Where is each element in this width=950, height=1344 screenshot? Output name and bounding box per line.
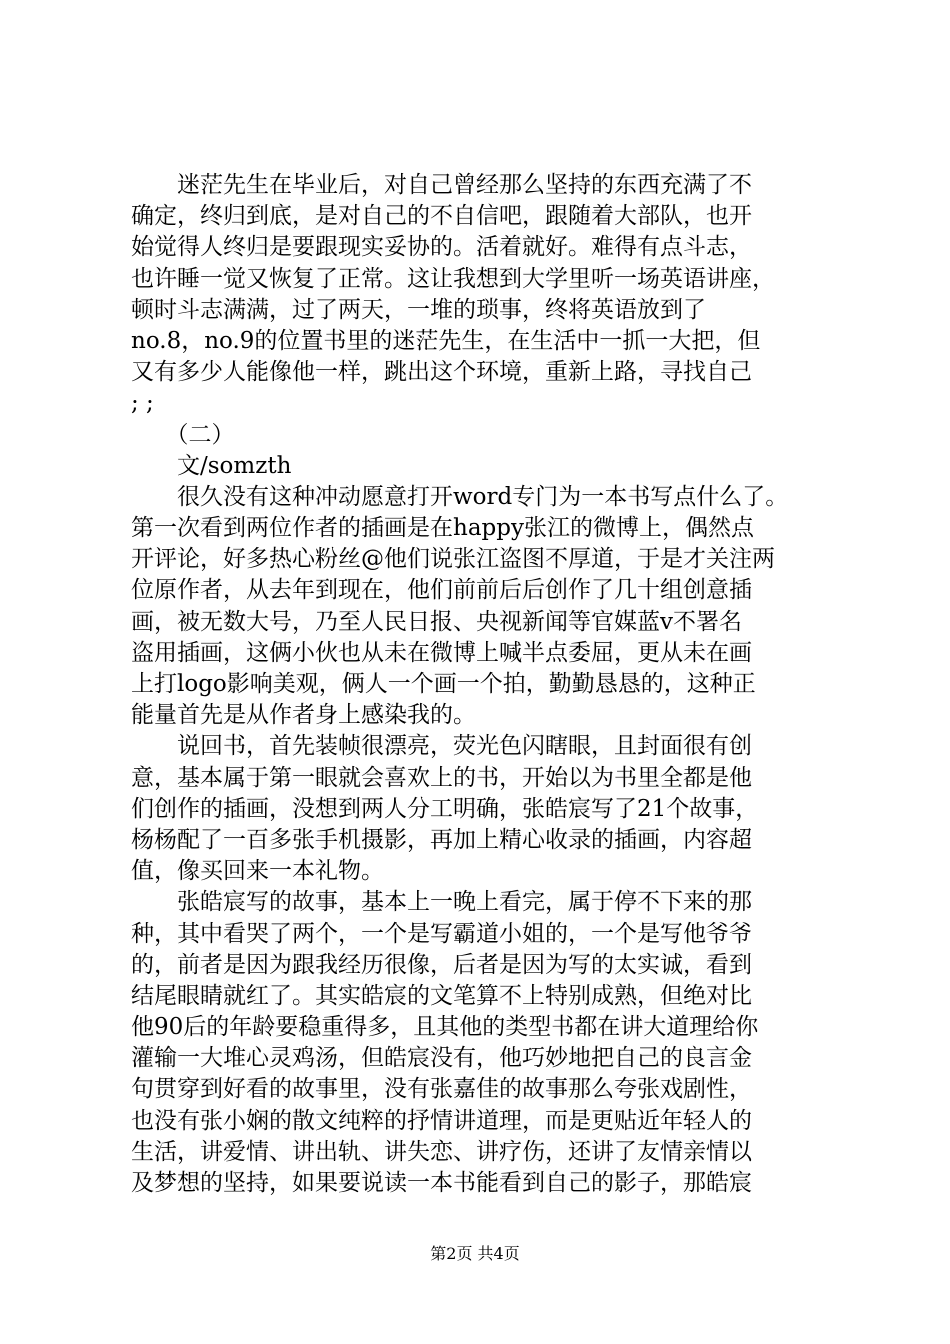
text-line: 结尾眼睛就红了。其实皓宸的文笔算不上特别成熟，但绝对比 [131, 982, 752, 1009]
text-line: 开评论，好多热心粉丝@他们说张江盗图不厚道，于是才关注两 [131, 546, 775, 573]
text-line: 画，被无数大号，乃至人民日报、央视新闻等官媒蓝v不署名 [131, 608, 742, 635]
text-line: 上打logo影响美观，俩人一个画一个拍，勤勤恳恳的，这种正 [131, 671, 756, 697]
text-line: 值，像买回来一本礼物。 [131, 858, 384, 885]
text-line: 能量首先是从作者身上感染我的。 [131, 702, 476, 729]
text-line: 们创作的插画，没想到两人分工明确，张皓宸写了21个故事， [131, 795, 759, 822]
text-line: 及梦想的坚持，如果要说读一本书能看到自己的影子，那皓宸 [131, 1170, 752, 1196]
text-line: （二） [131, 421, 235, 448]
text-line: 杨杨配了一百多张手机摄影，再加上精心收录的插画，内容超 [131, 826, 752, 853]
text-line: 顿时斗志满满，过了两天，一堆的琐事，终将英语放到了 [131, 296, 706, 323]
text-line: 的，前者是因为跟我经历很像，后者是因为写的太实诚，看到 [131, 951, 752, 978]
text-line: 也没有张小娴的散文纯粹的抒情讲道理，而是更贴近年轻人的 [131, 1107, 752, 1134]
text-line: 始觉得人终归是要跟现实妥协的。活着就好。难得有点斗志， [131, 234, 752, 261]
text-line: 确定，终归到底，是对自己的不自信吧，跟随着大部队，也开 [131, 203, 752, 230]
page-footer: 第2页 共4页 [430, 1244, 520, 1263]
text-line: 文/somzth [131, 452, 292, 479]
text-line: 他90后的年龄要稳重得多，且其他的类型书都在讲大道理给你 [131, 1014, 759, 1041]
text-line: 灌输一大堆心灵鸡汤，但皓宸没有，他巧妙地把自己的良言金 [131, 1045, 752, 1072]
text-line: 句贯穿到好看的故事里，没有张嘉佳的故事那么夸张戏剧性， [131, 1076, 752, 1103]
text-line: 生活，讲爱情、讲出轨、讲失恋、讲疗伤，还讲了友情亲情以 [131, 1138, 752, 1165]
text-line: 也许睡一觉又恢复了正常。这让我想到大学里听一场英语讲座， [131, 265, 775, 292]
text-line: 意，基本属于第一眼就会喜欢上的书，开始以为书里全都是他 [131, 764, 752, 791]
text-line: 说回书，首先装帧很漂亮，荧光色闪瞎眼，且封面很有创 [131, 733, 752, 760]
text-line: 迷茫先生在毕业后，对自己曾经那么坚持的东西充满了不 [131, 172, 752, 198]
text-line: 位原作者，从去年到现在，他们前前后后创作了几十组创意插 [131, 577, 752, 604]
text-line: ; ; [131, 390, 154, 417]
text-line: 又有多少人能像他一样，跳出这个环境，重新上路，寻找自己 [131, 359, 752, 386]
text-line: 张皓宸写的故事，基本上一晚上看完，属于停不下来的那 [131, 889, 752, 916]
text-line: 第一次看到两位作者的插画是在happy张江的微博上，偶然点 [131, 515, 754, 542]
text-line: no.8，no.9的位置书里的迷茫先生，在生活中一抓一大把，但 [131, 327, 761, 354]
text-line: 很久没有这种冲动愿意打开word专门为一本书写点什么了。 [131, 483, 789, 510]
document-body [131, 170, 831, 1199]
text-line: 种，其中看哭了两个，一个是写霸道小姐的，一个是写他爷爷 [131, 920, 752, 947]
text-line: 盗用插画，这俩小伙也从未在微博上喊半点委屈，更从未在画 [131, 639, 752, 666]
